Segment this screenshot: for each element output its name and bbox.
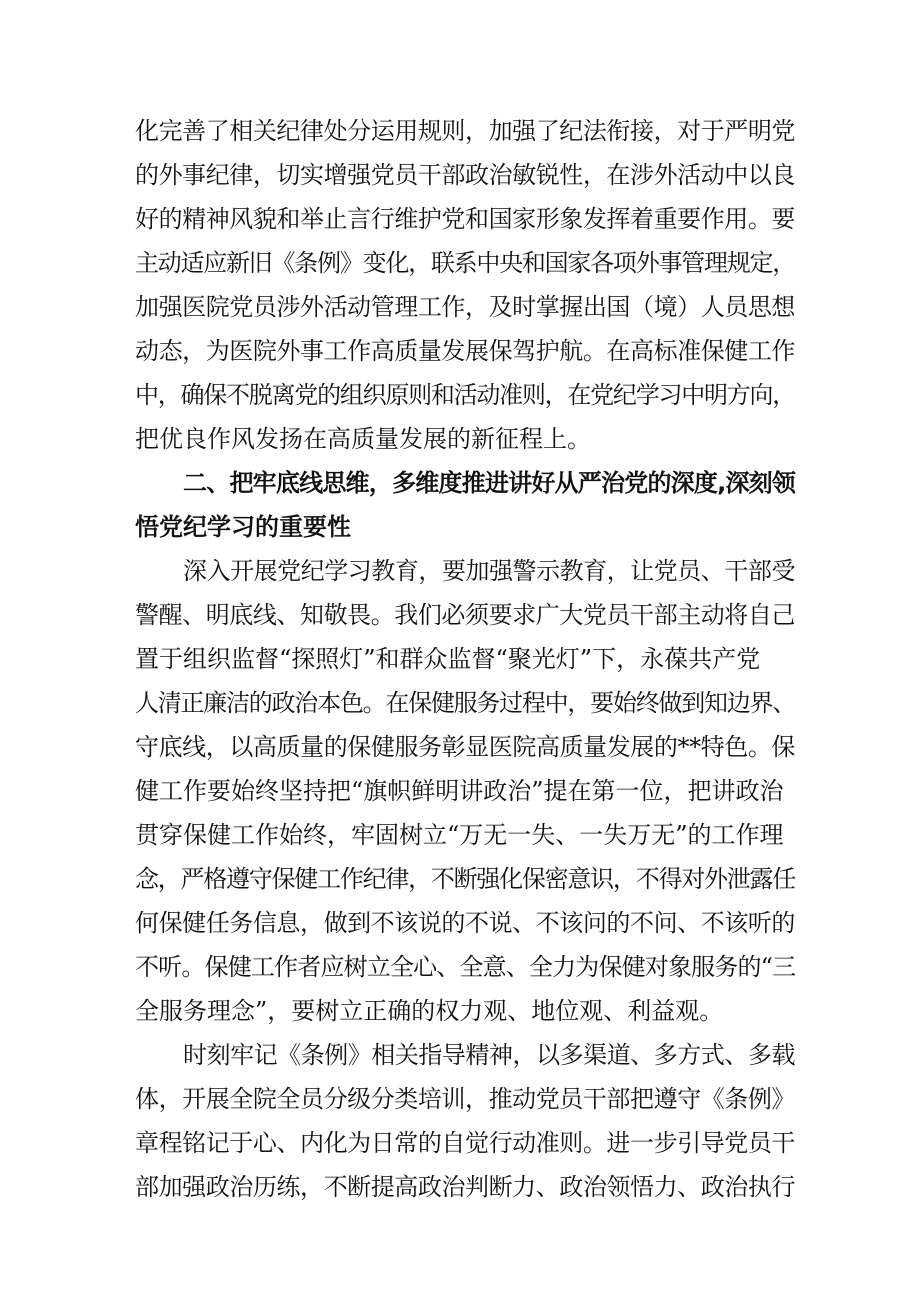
paragraph-1-line-5: 加强医院党员涉外活动管理工作，及时掌握出国（境）人员思想: [135, 293, 795, 321]
paragraph-1-line-1: 化完善了相关纪律处分运用规则，加强了纪法衔接，对于严明党: [135, 117, 795, 145]
paragraph-2-line-10: 不听。保健工作者应树立全心、全意、全力为保健对象服务的“三: [135, 953, 796, 981]
paragraph-1-line-4: 主动适应新旧《条例》变化，联系中央和国家各项外事管理规定，: [135, 249, 795, 277]
paragraph-2-line-4: 人清正廉洁的政治本色。在保健服务过程中，要始终做到知边界、: [135, 689, 795, 717]
paragraph-1-line-8: 把优良作风发扬在高质量发展的新征程上。: [135, 425, 591, 453]
paragraph-1-line-6: 动态，为医院外事工作高质量发展保驾护航。在高标准保健工作: [135, 337, 795, 365]
paragraph-2-line-3: 置于组织监督“探照灯”和群众监督“聚光灯”下，永葆共产党: [135, 645, 761, 673]
paragraph-3-line-2: 体，开展全院全员分级分类培训，推动党员干部把遵守《条例》: [135, 1085, 795, 1113]
section-heading-line-2: 悟党纪学习的重要性: [135, 513, 351, 541]
paragraph-1-line-7: 中，确保不脱离党的组织原则和活动准则，在党纪学习中明方向，: [135, 381, 795, 409]
paragraph-3-line-4: 部加强政治历练，不断提高政治判断力、政治领悟力、政治执行: [135, 1173, 795, 1201]
paragraph-3-line-3: 章程铭记于心、内化为日常的自觉行动准则。进一步引导党员干: [135, 1129, 795, 1157]
paragraph-2-line-5: 守底线，以高质量的保健服务彰显医院高质量发展的**特色。保: [135, 733, 795, 761]
paragraph-2-line-2: 警醒、明底线、知敬畏。我们必须要求广大党员干部主动将自己: [135, 601, 795, 629]
paragraph-2-line-11: 全服务理念”，要树立正确的权力观、地位观、利益观。: [135, 997, 724, 1025]
paragraph-1-line-2: 的外事纪律，切实增强党员干部政治敏锐性，在涉外活动中以良: [135, 161, 795, 189]
paragraph-2-line-8: 念，严格遵守保健工作纪律，不断强化保密意识，不得对外泄露任: [135, 865, 795, 893]
paragraph-1-line-3: 好的精神风貌和举止言行维护党和国家形象发挥着重要作用。要: [135, 205, 795, 233]
paragraph-2-line-1: 深入开展党纪学习教育，要加强警示教育，让党员、干部受: [183, 557, 795, 585]
paragraph-2-line-9: 何保健任务信息，做到不该说的不说、不该问的不问、不该听的: [135, 909, 795, 937]
section-heading-line-1: 二、把牢底线思维，多维度推进讲好从严治党的深度,深刻领: [183, 469, 796, 497]
paragraph-2-line-7: 贯穿保健工作始终，牢固树立“万无一失、一失万无”的工作理: [135, 821, 784, 849]
paragraph-3-line-1: 时刻牢记《条例》相关指导精神，以多渠道、多方式、多载: [183, 1041, 795, 1069]
paragraph-2-line-6: 健工作要始终坚持把“旗帜鲜明讲政治”提在第一位，把讲政治: [135, 777, 784, 805]
